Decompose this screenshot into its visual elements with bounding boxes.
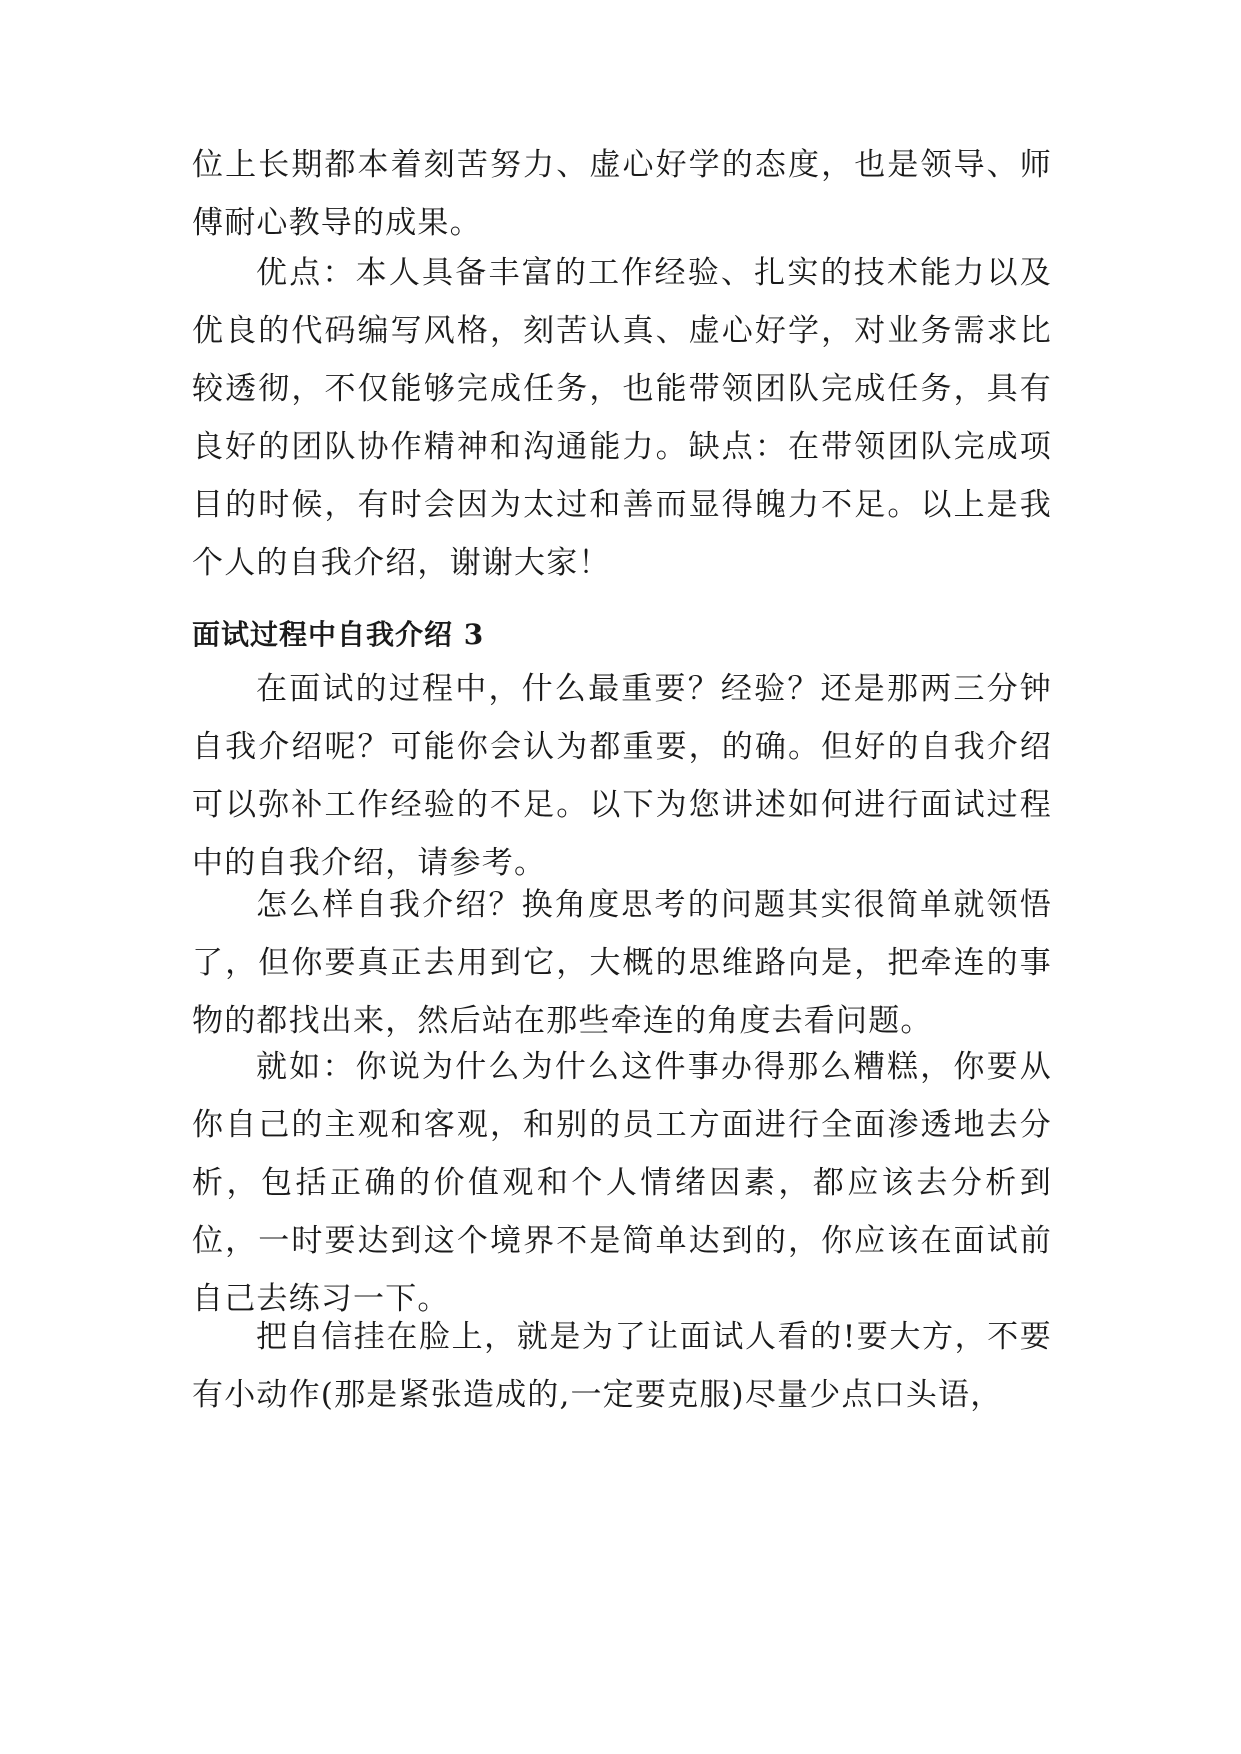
paragraph-continuation: 位上长期都本着刻苦努力、虚心好学的态度，也是领导、师傅耐心教导的成果。 — [192, 147, 1052, 241]
paragraph-how-to: 怎么样自我介绍？换角度思考的问题其实很简单就领悟了，但你要真正去用到它，大概的思维路向是，把牵连的事物的都找出来，然后站在那些牵连的角度去看问题。 — [192, 887, 1052, 1039]
paragraph-confidence: 把自信挂在脸上，就是为了让面试人看的!要大方，不要有小动作(那是紧张造成的,一定要克服)尽量少点口头语， — [192, 1319, 1052, 1413]
section-heading: 面试过程中自我介绍 3 — [192, 618, 485, 651]
paragraph-intro: 在面试的过程中，什么最重要？经验？还是那两三分钟自我介绍呢？可能你会认为都重要，的确。但好的自我介绍可以弥补工作经验的不足。以下为您讲述如何进行面试过程中的自我介绍，请参考。 — [192, 671, 1052, 881]
paragraph-example: 就如：你说为什么为什么这件事办得那么糟糕，你要从你自己的主观和客观，和别的员工方面进行全面渗透地去分析，包括正确的价值观和个人情绪因素，都应该去分析到位，一时要达到这个境界不是简单达到的，你应该在面试前自己去练习一下。 — [192, 1049, 1052, 1317]
paragraph-strengths-weaknesses: 优点：本人具备丰富的工作经验、扎实的技术能力以及优良的代码编写风格，刻苦认真、虚心好学，对业务需求比较透彻，不仅能够完成任务，也能带领团队完成任务，具有良好的团队协作精神和沟通能力。缺点：在带领团队完成项目的时候，有时会因为太过和善而显得魄力不足。以上是我个人的自我介绍，谢谢大家！ — [192, 255, 1052, 581]
